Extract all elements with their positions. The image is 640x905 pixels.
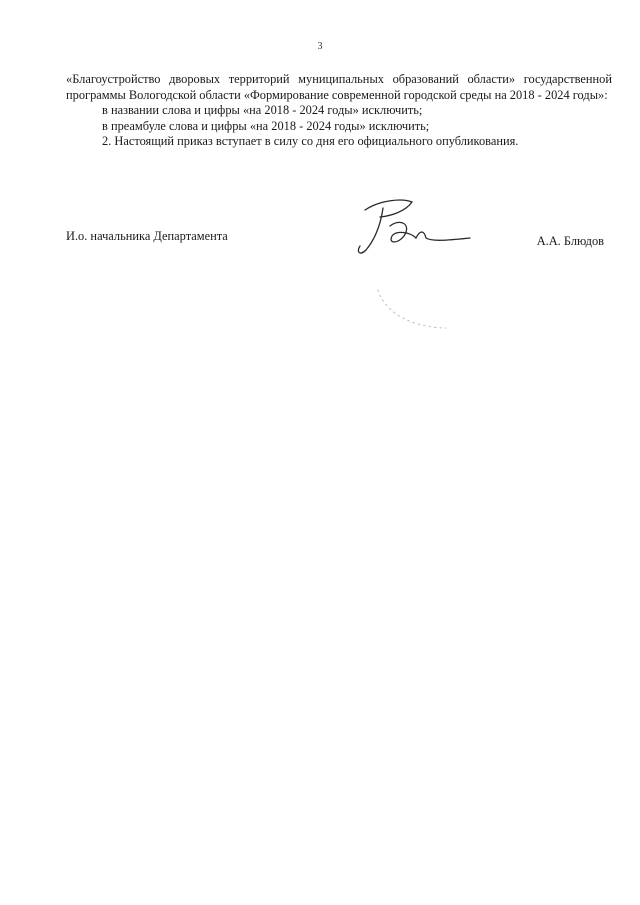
signature-block [66, 229, 612, 249]
handwritten-signature [350, 190, 485, 262]
paragraph-effective-date: 2. Настоящий приказ вступает в силу со дня его официального опубликования. [102, 134, 519, 149]
faint-stamp-trace [372, 286, 452, 334]
signer-name: А.А. Блюдов [536, 234, 604, 248]
paragraph-program-reference: «Благоустройство дворовых территорий муниципальных образований области» государственной программы Вологодской области «Формирование современной городской среды на 2018 - 2024 годы»: [66, 72, 612, 102]
paragraph-preamble-change: в преамбуле слова и цифры «на 2018 - 2024 годы» исключить; [102, 118, 430, 133]
signer-position-title: И.о. начальника Департамента [66, 229, 228, 243]
paragraph-title-change: в названии слова и цифры «на 2018 - 2024 годы» исключить; [102, 103, 423, 118]
page-number: 3 [317, 41, 323, 52]
document-body [66, 72, 612, 150]
